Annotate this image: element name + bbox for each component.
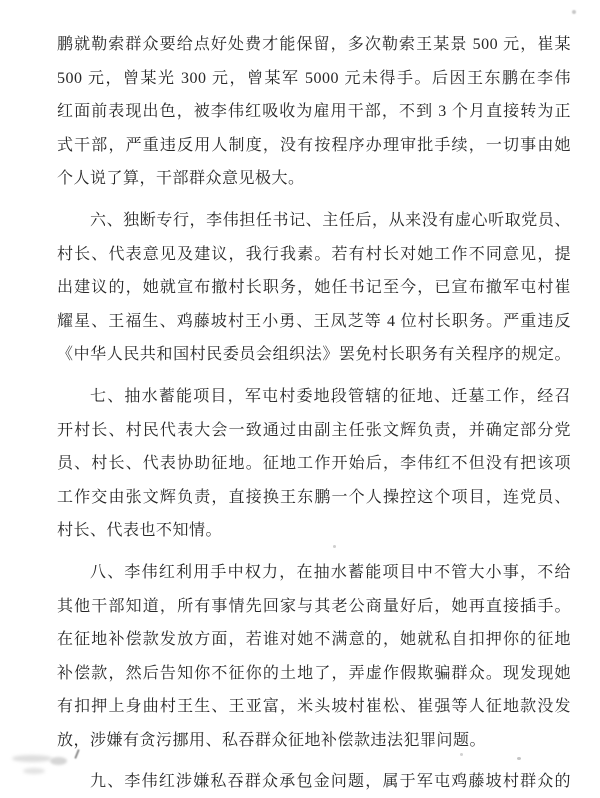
paragraph <box>57 204 571 372</box>
text-line: 村长、代表意见及建议，我行我素。若有村长对她工作不同意见，提 <box>57 245 571 263</box>
text-line: 九、李伟红涉嫌私吞群众承包金问题，属于军屯鸡藤坡村群众的 <box>90 773 571 791</box>
text-line: 《中华人民共和国村民委员会组织法》罢免村长职务有关程序的规定。 <box>57 346 571 364</box>
text-line: 开村长、村民代表大会一致通过由副主任张文辉负责，并确定部分党 <box>57 421 571 439</box>
text-line: 员、村长、代表协助征地。征地工作开始后，李伟红不但没有把该项 <box>57 455 571 473</box>
scan-speck <box>572 10 576 14</box>
text-line: 补偿款，然后告知你不征你的土地了，弄虚作假欺骗群众。现发现她 <box>57 664 571 682</box>
text-line: 有扣押上身曲村王生、王亚富，米头坡村崔松、崔强等人征地款没发 <box>57 698 571 716</box>
text-line: 式干部，严重违反用人制度，没有按程序办理审批手续，一切事由她 <box>57 136 571 154</box>
paragraph <box>57 28 571 196</box>
text-line: 耀星、王福生、鸡藤坡村王小勇、王凤芝等 4 位村长职务。严重违反 <box>57 312 571 330</box>
scan-smudge <box>23 768 45 774</box>
text-line: 个人说了算，干部群众意见极大。 <box>57 170 305 188</box>
text-line: 在征地补偿款发放方面，若谁对她不满意的，她就私自扣押你的征地 <box>57 631 571 649</box>
text-line: 放，涉嫌有贪污挪用、私吞群众征地补偿款违法犯罪问题。 <box>57 731 487 749</box>
text-line: 出建议的，她就宣布撤村长职务，她任书记至今，已宣布撤军屯村崔 <box>57 279 571 297</box>
paragraph <box>57 556 571 758</box>
text-line: 500 元，曾某光 300 元，曾某军 5000 元未得手。后因王东鹏在李伟 <box>57 69 571 87</box>
text-line: 红面前表现出色，被李伟红吸收为雇用干部，不到 3 个月直接转为正 <box>57 103 571 121</box>
text-line: 其他干部知道，所有事情先回家与其老公商量好后，她再直接插手。 <box>57 597 571 615</box>
paragraph <box>57 380 571 548</box>
paragraph <box>57 765 571 798</box>
text-line: 七、抽水蓄能项目，军屯村委地段管辖的征地、迁墓工作，经召 <box>90 387 571 405</box>
text-line: 八、李伟红利用手中权力，在抽水蓄能项目中不管大小事，不给 <box>90 563 571 581</box>
document-body <box>57 28 571 798</box>
text-line: 村长、代表也不知情。 <box>57 522 223 540</box>
text-line: 六、独断专行，李伟担任书记、主任后，从来没有虚心听取党员、 <box>90 211 571 229</box>
text-line: 鹏就勒索群众要给点好处费才能保留，多次勒索王某景 500 元，崔某 <box>57 36 571 53</box>
scan-smudge <box>12 755 52 762</box>
text-line: 工作交由张文辉负责，直接换王东鹏一个人操控这个项目，连党员、 <box>57 488 571 506</box>
